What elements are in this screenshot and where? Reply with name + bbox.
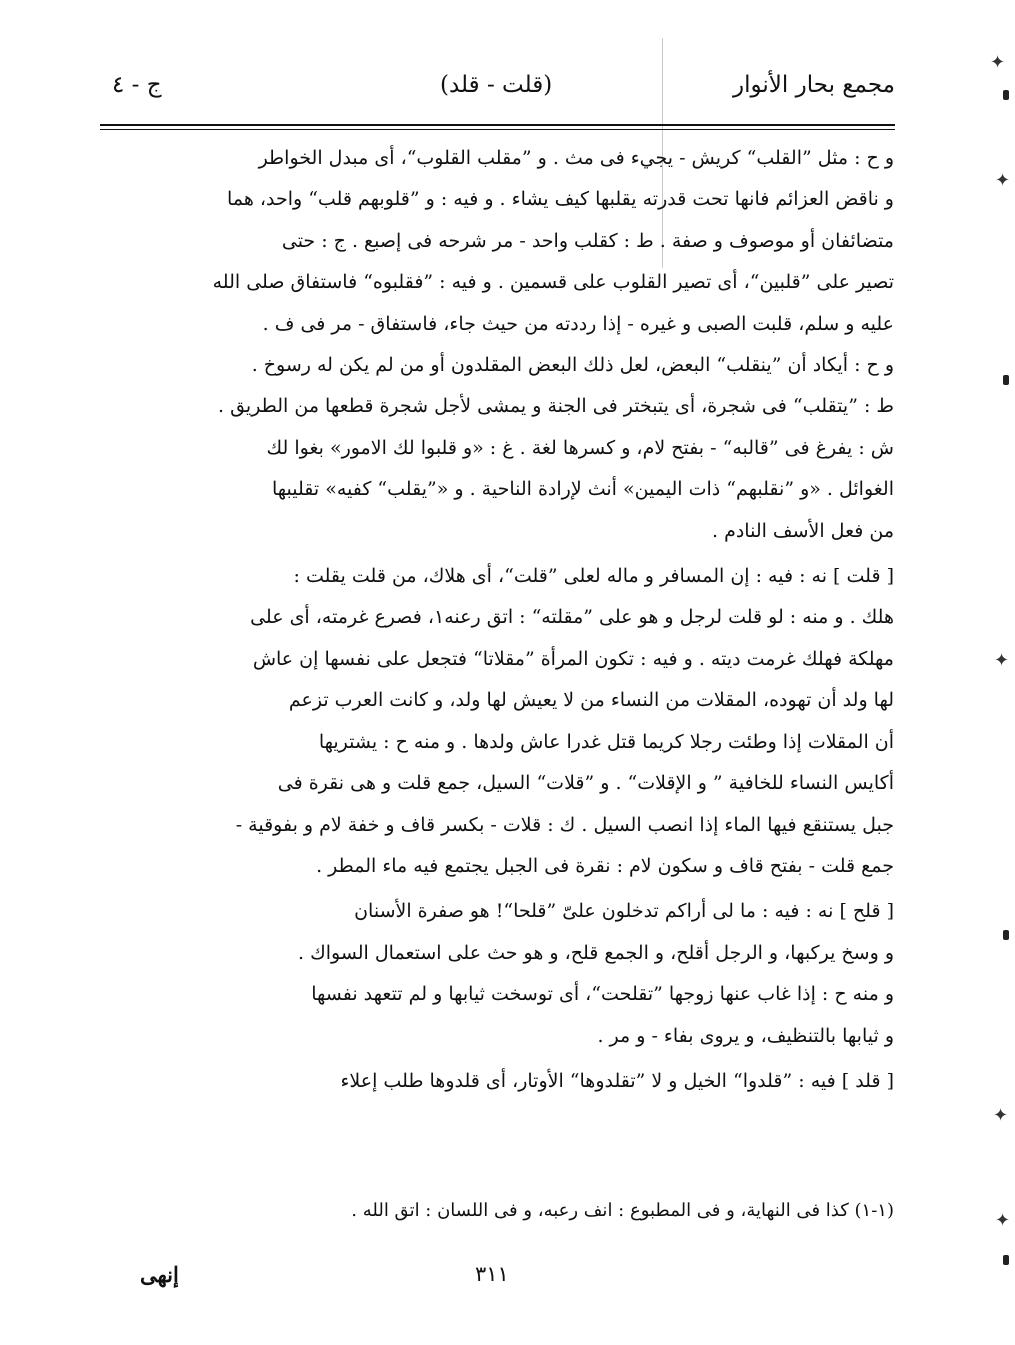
- text-line: تصير على ”قلبين“، أى تصير القلوب على قسمين . و فيه : ”فقلبوه“ فاستفاق صلى الله: [212, 271, 894, 294]
- entry-qalah-start: [ قلح ] نه : فيه : ما لى أراكم تدخلون علىّ ”قلحا“! هو صفرة الأسنان: [354, 900, 894, 923]
- text-line: و وسخ يركبها، و الرجل أقلح، و الجمع قلح، و هو حث على استعمال السواك .: [297, 941, 894, 964]
- text-line: لها ولد أن تهوده، المقلات من النساء من لا يعيش لها ولد، و كانت العرب تزعم: [288, 689, 894, 712]
- text-line: و ح : مثل ”القلب“ كريش - يجيء فى مث . و ”مقلب القلوب“، أى مبدل الخواطر: [258, 147, 894, 169]
- text-line: ش : يفرغ فى ”قالبه“ - بفتح لام، و كسرها لغة . غ : «و قلبوا لك الامور» بغوا لك: [266, 436, 894, 459]
- margin-tick: ✦: [994, 650, 1010, 671]
- text-line: مهلكة فهلك غرمت ديته . و فيه : تكون المرأة ”مقلاتا“ فتجعل على نفسها إن عاش: [252, 647, 894, 670]
- margin-tick: ✦: [995, 170, 1011, 191]
- margin-mark: [1003, 375, 1009, 385]
- margin-tick: ✦: [993, 1105, 1009, 1126]
- text-line: جمع قلت - بفتح قاف و سكون لام : نقرة فى الجبل يجتمع فيه ماء المطر .: [316, 854, 894, 877]
- text-line: ط : ”يتقلب“ فى شجرة، أى يتبختر فى الجنة و يمشى لأجل شجرة قطعها من الطريق .: [217, 395, 894, 418]
- text-line: و منه ح : إذا غاب عنها زوجها ”تقلحت“، أى توسخت ثيابها و لم تتعهد نفسها: [311, 983, 894, 1006]
- page-number: ٣١١: [475, 1262, 509, 1286]
- entry-qalt-start: [ قلت ] نه : فيه : إن المسافر و ماله لعلى ”قلت“، أى هلاك، من قلت يقلت :: [293, 565, 894, 588]
- text-line: عليه و سلم، قلبت الصبى و غيره - إذا رددته من حيث جاء، فاستفاق - مر فى ف .: [262, 312, 894, 335]
- header-rule: [100, 124, 895, 126]
- text-line: من فعل الأسف النادم .: [712, 519, 894, 542]
- volume-marker: ج - ٤: [112, 72, 162, 98]
- text-line: و ح : أيكاد أن ”ينقلب“ البعض، لعل ذلك البعض المقلدون أو من لم يكن له رسوخ .: [251, 354, 894, 377]
- margin-tick: ✦: [995, 1210, 1011, 1231]
- header-rule-thin: [100, 129, 895, 130]
- margin-mark: [1003, 930, 1009, 940]
- end-mark: إنهى: [140, 1262, 179, 1287]
- entry-qalad-start: [ قلد ] فيه : ”قلدوا“ الخيل و لا ”تقلدوها“ الأوتار، أى قلدوها طلب إعلاء: [340, 1069, 894, 1092]
- entry-range: (قلت - قلد): [440, 72, 553, 98]
- text-line: و ناقض العزائم فانها تحت قدرته يقلبها كيف يشاء . و فيه : و ”قلوبهم قلب“ واحد، هما: [227, 188, 894, 211]
- margin-tick: ✦: [990, 52, 1006, 73]
- text-line: أكايس النساء للخافية ” و الإقلات“ . و ”قلات“ السيل، جمع قلت و هى نقرة فى: [277, 772, 894, 795]
- text-line: جبل يستنقع فيها الماء إذا انصب السيل . ك : قلات - بكسر قاف و خفة لام و بفوقية -: [235, 813, 894, 836]
- book-title: مجمع بحار الأنوار: [733, 72, 895, 98]
- footnote: (١-١) كذا فى النهاية، و فى المطبوع : انف رعبه، و فى اللسان : اتق الله .: [351, 1200, 894, 1221]
- main-text: [112, 138, 894, 1102]
- margin-mark: [1003, 90, 1009, 100]
- text-line: متضائفان أو موصوف و صفة . ط : كقلب واحد - مر شرحه فى إصبع . ج : حتى: [281, 229, 894, 252]
- margin-mark: [1003, 1255, 1009, 1265]
- text-line: هلك . و منه : لو قلت لرجل و هو على ”مقلته“ : اتق رعنه١، فصرع غرمته، أى على: [250, 606, 894, 629]
- text-line: و ثيابها بالتنظيف، و يروى بفاء - و مر .: [597, 1024, 894, 1047]
- text-line: أن المقلات إذا وطئت رجلا كريما قتل غدرا عاش ولدها . و منه ح : يشتريها: [318, 730, 894, 753]
- text-line: الغوائل . «و ”نقلبهم“ ذات اليمين» أنث لإرادة الناحية . و «”يقلب“ كفيه» تقليبها: [271, 478, 894, 501]
